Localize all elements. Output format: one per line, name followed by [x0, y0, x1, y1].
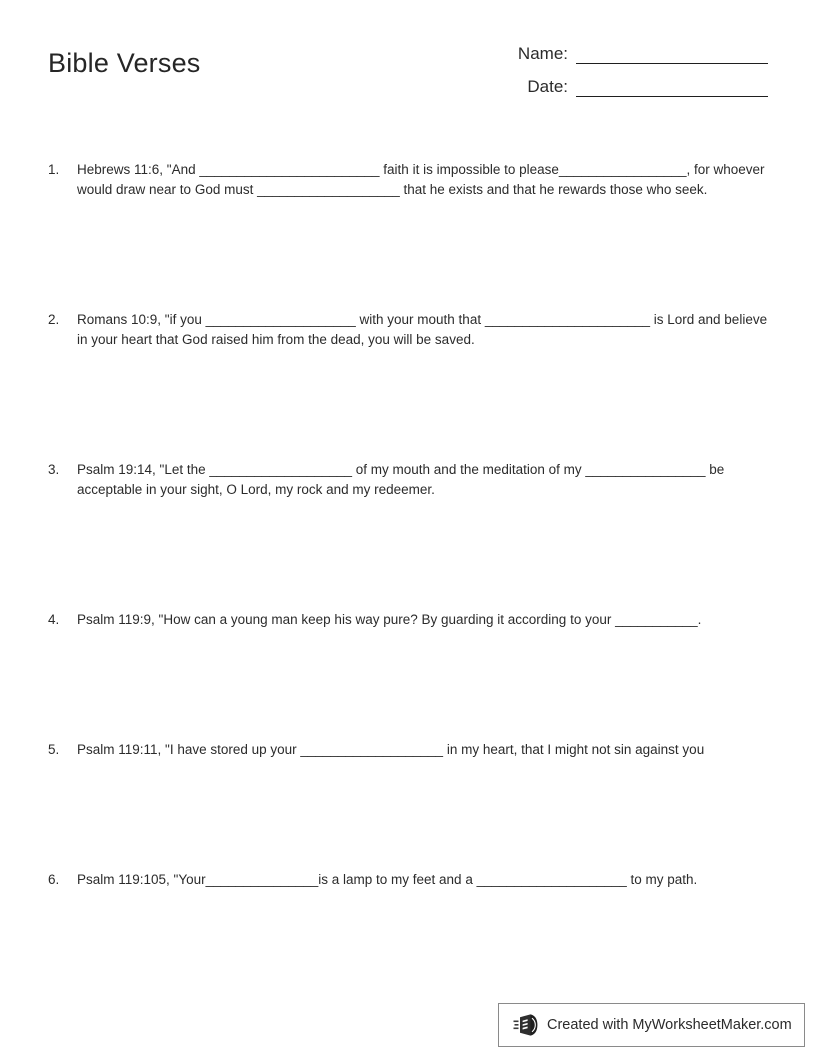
question-number: 4. — [48, 612, 60, 627]
myworksheetmaker-logo-icon — [513, 1012, 539, 1038]
question-number: 2. — [48, 312, 60, 327]
name-input[interactable] — [576, 46, 768, 64]
question-text[interactable]: Psalm 119:105, "Your_______________is a lamp to my feet and a ____________________ to my path. — [77, 872, 698, 887]
page-title: Bible Verses — [48, 48, 201, 78]
question-text[interactable]: Psalm 19:14, "Let the ___________________ of my mouth and the meditation of my ________________ be acceptable in your sight, O Lord, my rock and my redeemer. — [77, 462, 729, 497]
name-label: Name: — [517, 44, 568, 63]
question-text[interactable]: Psalm 119:11, "I have stored up your ___________________ in my heart, that I might not sin against you — [77, 742, 705, 757]
question-number: 5. — [48, 742, 60, 757]
date-input[interactable] — [576, 79, 768, 97]
date-value — [576, 79, 579, 95]
badge-label: Created with MyWorksheetMaker.com — [547, 1017, 792, 1033]
date-label: Date: — [527, 77, 568, 96]
student-info-fields — [496, 44, 768, 110]
created-with-badge[interactable] — [498, 1003, 805, 1047]
question-text[interactable]: Romans 10:9, "if you ____________________ with your mouth that ______________________ is Lord and believe in your heart that God raised him from the dead, you will be saved. — [77, 312, 771, 347]
question-list — [48, 160, 771, 1000]
question-number: 3. — [48, 462, 60, 477]
question-item — [48, 460, 768, 500]
date-field-row — [496, 77, 768, 110]
worksheet-header — [48, 44, 768, 124]
question-item — [48, 870, 768, 890]
name-value — [576, 46, 579, 62]
question-item — [48, 740, 768, 760]
question-number: 6. — [48, 872, 60, 887]
question-item — [48, 160, 768, 200]
question-item — [48, 610, 768, 630]
question-text[interactable]: Psalm 119:9, "How can a young man keep his way pure? By guarding it according to your ___________. — [77, 612, 702, 627]
name-field-row — [496, 44, 768, 77]
question-item — [48, 310, 771, 350]
question-text[interactable]: Hebrews 11:6, "And ________________________ faith it is impossible to please_________________, for whoever would draw near to God must ___________________ that he exists and that he rewards those who seek. — [77, 162, 769, 197]
question-number: 1. — [48, 162, 60, 177]
